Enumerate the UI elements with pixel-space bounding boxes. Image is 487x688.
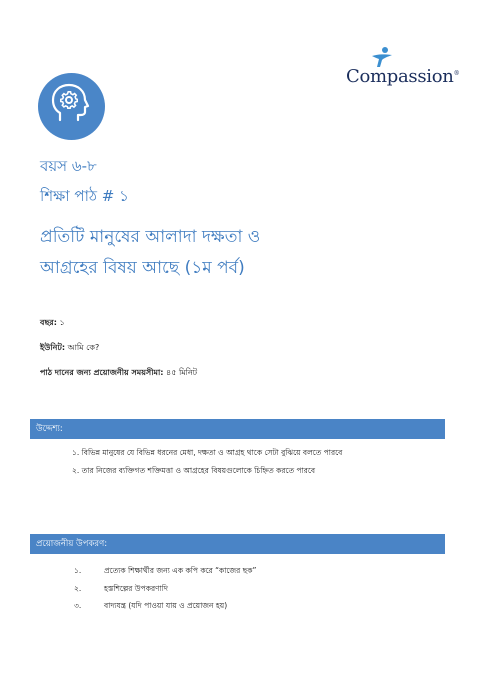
compassion-wordmark [346, 66, 459, 87]
time-label: পাঠ দানের জন্য প্রয়োজনীয় সময়সীমা: [40, 368, 164, 377]
materials-header-bar: প্রয়োজনীয় উপকরণ: [30, 534, 445, 554]
lesson-badge [38, 73, 105, 140]
objective-item: ১. বিভিন্ন মানুষের যে বিভিন্ন ধরনের মেধা, দক্ষতা ও আগ্রহ থাকে সেটা বুঝিয়ে বলতে পারবে [72, 448, 343, 457]
year-value: ১ [59, 318, 65, 327]
compassion-figure-icon [370, 46, 394, 68]
material-item: বাদ্যযন্ত্র (যদি পাওয়া যায় ও প্রয়োজন হয়) [104, 601, 228, 610]
meta-time [40, 367, 440, 380]
material-number: ১. [74, 566, 82, 575]
age-range-heading: বয়স ৬-৮ [40, 157, 97, 175]
lesson-title-line-1: প্রতিটি মানুষের আলাদা দক্ষতা ও [40, 227, 261, 247]
objectives-header-bar: উদ্দেশ্য: [30, 419, 445, 439]
meta-year [40, 317, 440, 330]
material-item: প্রত্যেক শিক্ষার্থীর জন্য এক কপি করে “কাজের ছক” [104, 566, 257, 575]
time-value: ৪৫ মিনিট [166, 368, 198, 377]
material-item: হস্তশিল্পের উপকরণাদি [104, 584, 168, 593]
unit-value: আমি কে? [67, 343, 100, 352]
material-number: ২. [74, 584, 82, 593]
head-gear-icon [38, 73, 105, 140]
objective-item: ২. তার নিজের ব্যক্তিগত শক্তিমত্তা ও আগ্রহের বিষয়গুলোকে চিহ্নিত করতে পারবে [72, 466, 316, 475]
material-number: ৩. [74, 601, 82, 610]
year-label: বছর: [40, 318, 57, 327]
lesson-title-line-2: আগ্রহের বিষয় আছে (১ম পর্ব) [40, 258, 245, 278]
brand-name: Compassion [346, 66, 454, 87]
compassion-logo [340, 46, 460, 96]
trademark-mark: ® [453, 70, 460, 77]
meta-unit [40, 342, 440, 355]
unit-label: ইউনিট: [40, 343, 66, 352]
lesson-number-heading: শিক্ষা পাঠ # ১ [40, 187, 129, 205]
